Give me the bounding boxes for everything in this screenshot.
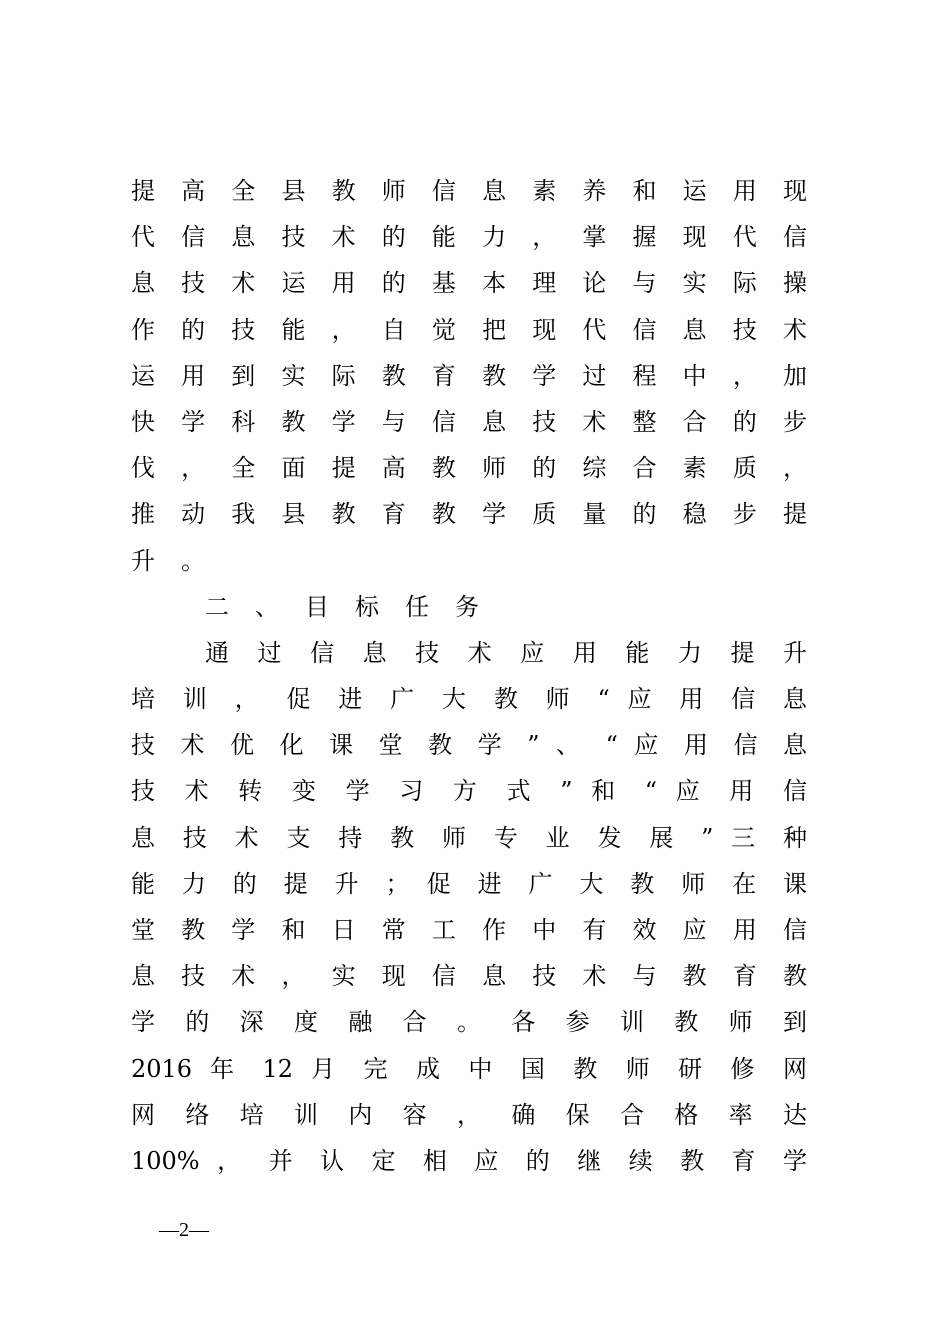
paragraph-line: 息 技 术 运 用 的 基 本 理 论 与 实 际 操 bbox=[131, 269, 807, 298]
paragraph-line: 堂 教 学 和 日 常 工 作 中 有 效 应 用 信 bbox=[131, 916, 807, 944]
paragraph-line: 100% ， 并 认 定 相 应 的 继 续 教 育 学 bbox=[131, 1146, 807, 1175]
paragraph-line: 代 信 息 技 术 的 能 力 ， 掌 握 现 代 信 bbox=[131, 223, 807, 252]
paragraph-line bbox=[131, 538, 807, 584]
paragraph-line: 提 高 全 县 教 师 信 息 素 养 和 运 用 现 bbox=[131, 177, 807, 205]
paragraph-line: 2016 年 12 月 完 成 中 国 教 师 研 修 网 bbox=[131, 1054, 807, 1083]
body-text bbox=[131, 168, 807, 1184]
paragraph-line: 伐 ， 全 面 提 高 教 师 的 综 合 素 质 ， bbox=[131, 454, 807, 483]
paragraph-last-line-text: 升。 bbox=[131, 546, 231, 575]
paragraph-line: 快 学 科 教 学 与 信 息 技 术 整 合 的 步 bbox=[131, 407, 807, 436]
paragraph-line: 学 的 深 度 融 合 。 各 参 训 教 师 到 bbox=[131, 1008, 807, 1037]
paragraph-line: 息 技 术 ， 实 现 信 息 技 术 与 教 育 教 bbox=[131, 962, 807, 991]
paragraph-line: 网 络 培 训 内 容 ， 确 保 合 格 率 达 bbox=[131, 1100, 807, 1129]
paragraph-line: 技 术 转 变 学 习 方 式 ” 和 “ 应 用 信 bbox=[131, 777, 807, 806]
paragraph-line: 能 力 的 提 升 ； 促 进 广 大 教 师 在 课 bbox=[131, 869, 807, 898]
section-heading: 二、目标任务 bbox=[205, 592, 505, 621]
paragraph-line: 息 技 术 支 持 教 师 专 业 发 展 ” 三 种 bbox=[131, 823, 807, 852]
paragraph-line: 作 的 技 能 ， 自 觉 把 现 代 信 息 技 术 bbox=[131, 315, 807, 344]
paragraph-line: 推 动 我 县 教 育 教 学 质 量 的 稳 步 提 bbox=[131, 500, 807, 529]
paragraph-line: 运 用 到 实 际 教 育 教 学 过 程 中 ， 加 bbox=[131, 361, 807, 390]
paragraph-line: 培 训 ， 促 进 广 大 教 师 “ 应 用 信 息 bbox=[131, 685, 807, 714]
page-number: —2— bbox=[159, 1219, 209, 1241]
paragraph-line: 通 过 信 息 技 术 应 用 能 力 提 升 bbox=[205, 638, 807, 667]
paragraph-line: 技 术 优 化 课 堂 教 学 ” 、 “ 应 用 信 息 bbox=[131, 731, 807, 760]
